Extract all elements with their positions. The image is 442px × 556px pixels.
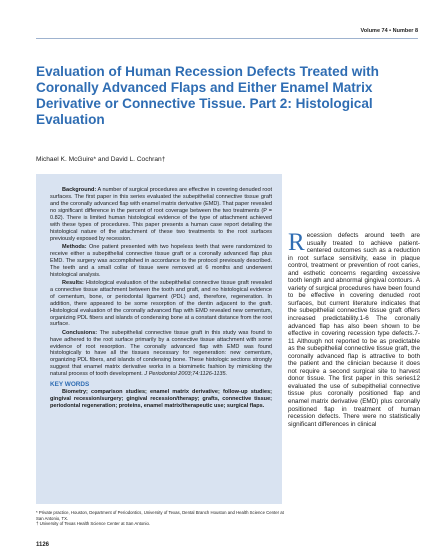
- abstract-conclusions-label: Conclusions:: [62, 329, 98, 336]
- abstract-background-label: Background:: [62, 187, 97, 193]
- abstract-conclusions-text: The subepithelial connective tissue graft in this study was found to have adhered to the root surface primarily by a connective tissue attachment with some evidence of root resorption. The coronally advanced flap with EMD was found histologically to have all the tissues necessary for regeneration: new cementum, organizing PDL fibers, and islands of condensing bone. These histologic sections strongly suggest that enamel matrix derivative works in a biomimetic fashion by mimicking the natural process of tooth development.: [50, 329, 272, 378]
- affiliation-second: † University of Texas Health Science Center at San Antonio.: [36, 521, 151, 527]
- abstract-methods: [50, 244, 272, 279]
- affiliations: [36, 510, 284, 527]
- abstract-methods-text: One patient presented with two hopeless teeth that were randomized to receive either a subepithelial connective tissue graft or a coronally advanced flap plus EMD. The surgery was accomplished in accordance to the protocol previously described. The teeth and a small collar of tissue were removed at 6 months and underwent histological analysis.: [50, 243, 272, 278]
- abstract-background-text: A number of surgical procedures are effective in covering denuded root surfaces. The first paper in this series evaluated the subepithelial connective tissue graft and the coronally advanced flap with enamel matrix derivative (EMD). That paper revealed no significant difference in the percent of root coverage between the two treatments (P = 0.82). There is limited human histological evidence of the type of attachment achieved with these types of procedures. This paper presents a human case report detailing the histological nature of the attachment of these two treatments to the root surfaces previously exposed by recession.: [50, 187, 272, 242]
- abstract-citation: J Periodontol 2003;74:1126-1135.: [144, 371, 228, 378]
- volume-label: Volume 74 • Number 8: [360, 28, 418, 34]
- keywords-heading: KEY WORDS: [50, 381, 90, 389]
- affiliation-first: * Private practice, Houston, Department of Periodontics, University of Texas, Dental Branch Houston and Health Science Center at San Antonio, TX.: [36, 510, 284, 521]
- drop-cap: R: [288, 229, 305, 256]
- body-paragraph: [288, 229, 420, 428]
- abstract-background: [50, 187, 272, 243]
- abstract-box: [36, 174, 282, 504]
- article-title: Evaluation of Human Recession Defects Treated with Coronally Advanced Flaps and Either Enamel Matrix Derivative or Connective Tissue. Part 2: Histological Evaluation: [36, 64, 379, 127]
- abstract-results: [50, 280, 272, 329]
- abstract-conclusions: [50, 330, 272, 379]
- body-text: ecession defects around teeth are usually treated to achieve patient-centered outcomes such as a reduction in root surface sensitivity, ease in plaque control, treatment or prevention of root caries, and esthetic concerns regarding excessive tooth length and abnormal gingival contours. A variety of surgical procedures have been found to be effective in covering denuded root surfaces, but current literature indicates that the subepithelial connective tissue graft offers increased predictability.1-6 The coronally advanced flap has also been shown to be effective in covering recession type defects.7-11 Although not reported to be as predictable as the subepithelial connective tissue graft, the coronally advanced flap is attractive to both the patient and the clinician because it does not require a second surgical site to harvest donor tissue. The first paper in this series12 evaluated the use of subepithelial connective tissue plus coronally positioned flap and enamel matrix derivative (EMD) plus coronally positioned flap in treatment of human recession defects. There were no statistically significant differences in clinical: [288, 232, 420, 428]
- keywords-text: Biometry; comparison studies; enamel matrix derivative; follow-up studies; gingival recession/surgery; gingival recession/therapy; grafts, connective tissue; periodontal regeneration; proteins, enamel matrix/therapeutic use; surgical flaps.: [50, 389, 272, 410]
- abstract-methods-label: Methods:: [62, 243, 87, 250]
- abstract-results-label: Results:: [62, 279, 84, 286]
- article-authors: Michael K. McGuire* and David L. Cochran†: [36, 156, 166, 163]
- header-rule: [36, 38, 418, 39]
- page-number: 1126: [36, 542, 50, 548]
- body-column: [288, 229, 420, 428]
- abstract-results-text: Histological evaluation of the subepithelial connective tissue graft revealed a connective tissue attachment between the tooth and graft, and no histological evidence of cementum, bone, or periodontal ligament (PDL) and, therefore, regeneration. In addition, there appeared to be some resorption of the dentin adjacent to the graft. Histological evaluation of the coronally advanced flap with EMD revealed new cementum, organizing PDL fibers and islands of condensing bone at a constant distance from the root surface.: [50, 279, 273, 328]
